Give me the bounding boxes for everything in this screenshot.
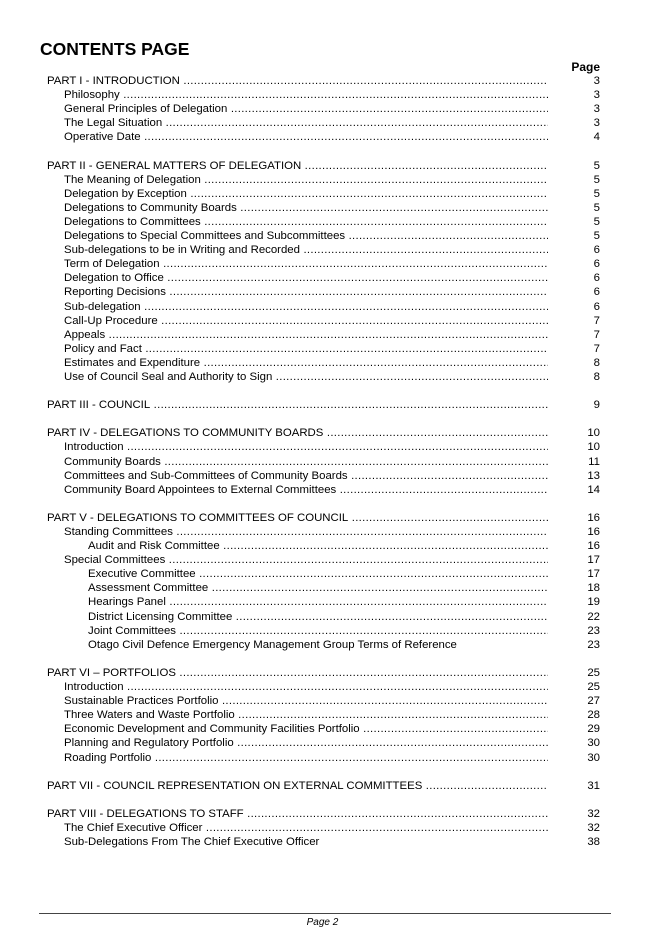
toc-entry[interactable] xyxy=(47,567,600,581)
toc-entry[interactable] xyxy=(47,215,600,229)
toc-entry-title: Policy and Fact ..... xyxy=(47,342,548,356)
toc-entry[interactable] xyxy=(47,173,600,187)
toc-entry-title: The Chief Executive Officer ..... xyxy=(47,821,548,835)
toc-entry-title: Use of Council Seal and Authority to Sign ..... xyxy=(47,370,548,384)
toc-entry-page-number: 10 xyxy=(587,427,600,440)
toc-entry-page-number: 19 xyxy=(587,596,600,609)
toc-entry-title: Introduction ..... xyxy=(47,440,548,454)
toc-entry[interactable] xyxy=(47,553,600,567)
toc-part-entry[interactable] xyxy=(47,159,600,173)
toc-entry-page-number: 3 xyxy=(593,103,600,116)
toc-entry-title: PART II - GENERAL MATTERS OF DELEGATION ..... xyxy=(47,159,548,173)
toc-entry-title: Introduction ..... xyxy=(47,680,548,694)
toc-entry[interactable] xyxy=(47,610,600,624)
toc-entry[interactable] xyxy=(47,257,600,271)
toc-entry-title: Audit and Risk Committee ..... xyxy=(47,539,548,553)
toc-entry[interactable] xyxy=(47,314,600,328)
toc-entry-page-number: 25 xyxy=(587,666,600,679)
footer-divider xyxy=(39,913,611,914)
toc-entry-page-number: 25 xyxy=(587,681,600,694)
toc-entry-title: PART I - INTRODUCTION ..... xyxy=(47,74,548,88)
toc-entry[interactable] xyxy=(47,595,600,609)
toc-entry[interactable] xyxy=(47,821,600,835)
toc-part-entry[interactable] xyxy=(47,426,600,440)
toc-entry-page-number: 6 xyxy=(593,244,600,257)
toc-entry-title: Philosophy ..... xyxy=(47,88,548,102)
toc-entry-title: Hearings Panel ..... xyxy=(47,595,548,609)
toc-entry-title: District Licensing Committee ..... xyxy=(47,610,548,624)
toc-entry-page-number: 30 xyxy=(587,737,600,750)
toc-entry-title: Term of Delegation ..... xyxy=(47,257,548,271)
toc-entry[interactable] xyxy=(47,680,600,694)
toc-entry[interactable] xyxy=(47,300,600,314)
toc-entry-page-number: 5 xyxy=(593,159,600,172)
toc-entry-page-number: 8 xyxy=(593,356,600,369)
toc-entry-title: Delegations to Community Boards ..... xyxy=(47,201,548,215)
toc-entry-title: Call-Up Procedure ..... xyxy=(47,314,548,328)
toc-entry-title: Sub-delegations to be in Writing and Recorded ..... xyxy=(47,243,548,257)
toc-entry-page-number: 6 xyxy=(593,300,600,313)
toc-entry-title: Operative Date ..... xyxy=(47,130,548,144)
toc-entry-page-number: 6 xyxy=(593,272,600,285)
toc-entry-title: General Principles of Delegation ..... xyxy=(47,102,548,116)
toc-entry-title: PART V - DELEGATIONS TO COMMITTEES OF COUNCIL ..... xyxy=(47,511,548,525)
toc-entry-title: PART VII - COUNCIL REPRESENTATION ON EXTERNAL COMMITTEES ..... xyxy=(47,779,548,793)
toc-entry-title: Delegations to Special Committees and Subcommittees ..... xyxy=(47,229,548,243)
toc-entry-page-number: 31 xyxy=(587,779,600,792)
toc-entry-page-number: 30 xyxy=(587,751,600,764)
toc-entry-page-number: 32 xyxy=(587,807,600,820)
toc-entry-page-number: 29 xyxy=(587,723,600,736)
toc-entry-page-number: 3 xyxy=(593,89,600,102)
toc-entry[interactable] xyxy=(47,285,600,299)
toc-entry-page-number: 13 xyxy=(587,469,600,482)
toc-entry-page-number: 23 xyxy=(587,624,600,637)
toc-entry-title: Three Waters and Waste Portfolio ..... xyxy=(47,708,548,722)
toc-entry-title: Sustainable Practices Portfolio ..... xyxy=(47,694,548,708)
toc-entry[interactable] xyxy=(47,187,600,201)
toc-entry-page-number: 16 xyxy=(587,526,600,538)
toc-entry-title: Community Board Appointees to External Committees ..... xyxy=(47,483,548,497)
page-title: CONTENTS PAGE xyxy=(40,39,190,59)
page-number-footer: Page 2 xyxy=(306,917,339,928)
toc-entry-title: Planning and Regulatory Portfolio ..... xyxy=(47,736,548,750)
toc-entry[interactable] xyxy=(47,455,600,469)
toc-entry-page-number: 6 xyxy=(593,258,600,271)
toc-entry-title: Otago Civil Defence Emergency Management Group Terms of Reference xyxy=(88,638,457,651)
toc-entry-title: Joint Committees ..... xyxy=(47,624,548,638)
toc-entry-page-number: 10 xyxy=(587,441,600,454)
toc-entry[interactable] xyxy=(47,243,600,257)
toc-entry[interactable] xyxy=(47,271,600,285)
toc-entry-page-number: 8 xyxy=(593,370,600,383)
toc-entry-page-number: 5 xyxy=(593,215,600,228)
toc-entry[interactable] xyxy=(47,328,600,342)
toc-part-entry[interactable] xyxy=(47,807,600,821)
toc-entry-title: Sub-delegation ..... xyxy=(47,300,548,314)
toc-entry-page-number: 6 xyxy=(593,286,600,299)
toc-entry-page-number: 5 xyxy=(593,230,600,243)
toc-entry-title: Roading Portfolio ..... xyxy=(47,751,548,765)
toc-entry-page-number: 22 xyxy=(587,610,600,623)
toc-entry-title: Community Boards ..... xyxy=(47,455,548,469)
toc-entry-title: Committees and Sub-Committees of Community Boards ..... xyxy=(47,469,548,483)
toc-entry[interactable] xyxy=(47,88,600,102)
toc-entry-page-number: 5 xyxy=(593,201,600,214)
toc-entry[interactable] xyxy=(47,483,600,497)
toc-entry-page-number: 14 xyxy=(587,483,600,496)
toc-entry-title: Executive Committee ..... xyxy=(47,567,548,581)
toc-entry-title: Economic Development and Community Facilities Portfolio ..... xyxy=(47,722,548,736)
toc-entry[interactable] xyxy=(47,356,600,370)
toc-entry[interactable] xyxy=(47,539,600,553)
table-of-contents xyxy=(47,74,600,849)
toc-entry[interactable] xyxy=(47,370,600,384)
toc-entry-page-number: 32 xyxy=(587,821,600,834)
toc-entry[interactable] xyxy=(47,342,600,356)
toc-entry[interactable] xyxy=(47,581,600,595)
toc-entry-title: PART IV - DELEGATIONS TO COMMUNITY BOARDS ..... xyxy=(47,426,548,440)
toc-part-entry[interactable] xyxy=(47,779,600,793)
toc-entry[interactable] xyxy=(47,694,600,708)
toc-entry-page-number: 38 xyxy=(587,836,600,849)
toc-entry-page-number: 7 xyxy=(593,328,600,341)
toc-entry-page-number: 5 xyxy=(593,187,600,200)
toc-entry[interactable] xyxy=(47,201,600,215)
toc-entry[interactable] xyxy=(47,708,600,722)
toc-entry-title: The Legal Situation ..... xyxy=(47,116,548,130)
toc-entry[interactable] xyxy=(47,229,600,243)
toc-entry-page-number: 28 xyxy=(587,709,600,722)
toc-entry-title: Delegation to Office ..... xyxy=(47,271,548,285)
toc-entry-page-number: 18 xyxy=(587,582,600,595)
toc-entry-page-number: 17 xyxy=(587,568,600,581)
toc-entry[interactable] xyxy=(47,469,600,483)
toc-entry[interactable] xyxy=(47,440,600,454)
toc-entry-title: Sub-Delegations From The Chief Executive Officer xyxy=(64,836,320,849)
toc-entry-page-number: 16 xyxy=(587,540,600,553)
toc-entry-title: Standing Committees ..... xyxy=(47,525,548,539)
toc-entry-title: Appeals ..... xyxy=(47,328,548,342)
toc-entry-title: Delegations to Committees ..... xyxy=(47,215,548,229)
toc-entry-title: PART VI – PORTFOLIOS ..... xyxy=(47,666,548,680)
toc-entry[interactable] xyxy=(47,638,600,652)
toc-entry-title: PART VIII - DELEGATIONS TO STAFF ..... xyxy=(47,807,548,821)
toc-entry-page-number: 7 xyxy=(593,314,600,327)
toc-entry-title: PART III - COUNCIL ..... xyxy=(47,398,548,412)
page-column-heading: Page xyxy=(571,60,600,74)
toc-entry-title: Delegation by Exception ..... xyxy=(47,187,548,201)
toc-entry[interactable] xyxy=(47,751,600,765)
toc-entry-page-number: 16 xyxy=(587,511,600,524)
toc-part-entry[interactable] xyxy=(47,666,600,680)
toc-entry[interactable] xyxy=(47,835,600,849)
toc-entry-page-number: 5 xyxy=(593,173,600,186)
toc-entry-title: Estimates and Expenditure ..... xyxy=(47,356,548,370)
toc-entry-page-number: 7 xyxy=(593,342,600,355)
toc-part-entry[interactable] xyxy=(47,398,600,412)
toc-entry[interactable] xyxy=(47,130,600,144)
toc-entry[interactable] xyxy=(47,102,600,116)
toc-part-entry[interactable] xyxy=(47,74,600,88)
toc-entry[interactable] xyxy=(47,736,600,750)
toc-entry[interactable] xyxy=(47,116,600,130)
toc-entry-title: Special Committees ..... xyxy=(47,553,548,567)
toc-entry-title: Reporting Decisions ..... xyxy=(47,285,548,299)
toc-entry-page-number: 4 xyxy=(593,131,600,144)
toc-entry-page-number: 11 xyxy=(588,455,600,468)
toc-entry[interactable] xyxy=(47,525,600,539)
toc-entry-page-number: 17 xyxy=(587,554,600,567)
toc-entry-page-number: 3 xyxy=(593,117,600,130)
toc-entry-page-number: 3 xyxy=(593,75,600,87)
toc-entry[interactable] xyxy=(47,624,600,638)
toc-part-entry[interactable] xyxy=(47,511,600,525)
toc-entry-title: The Meaning of Delegation ..... xyxy=(47,173,548,187)
toc-entry-page-number: 23 xyxy=(587,638,600,651)
toc-entry-page-number: 9 xyxy=(593,399,600,412)
toc-entry-title: Assessment Committee ..... xyxy=(47,581,548,595)
toc-entry-page-number: 27 xyxy=(587,695,600,708)
toc-entry[interactable] xyxy=(47,722,600,736)
